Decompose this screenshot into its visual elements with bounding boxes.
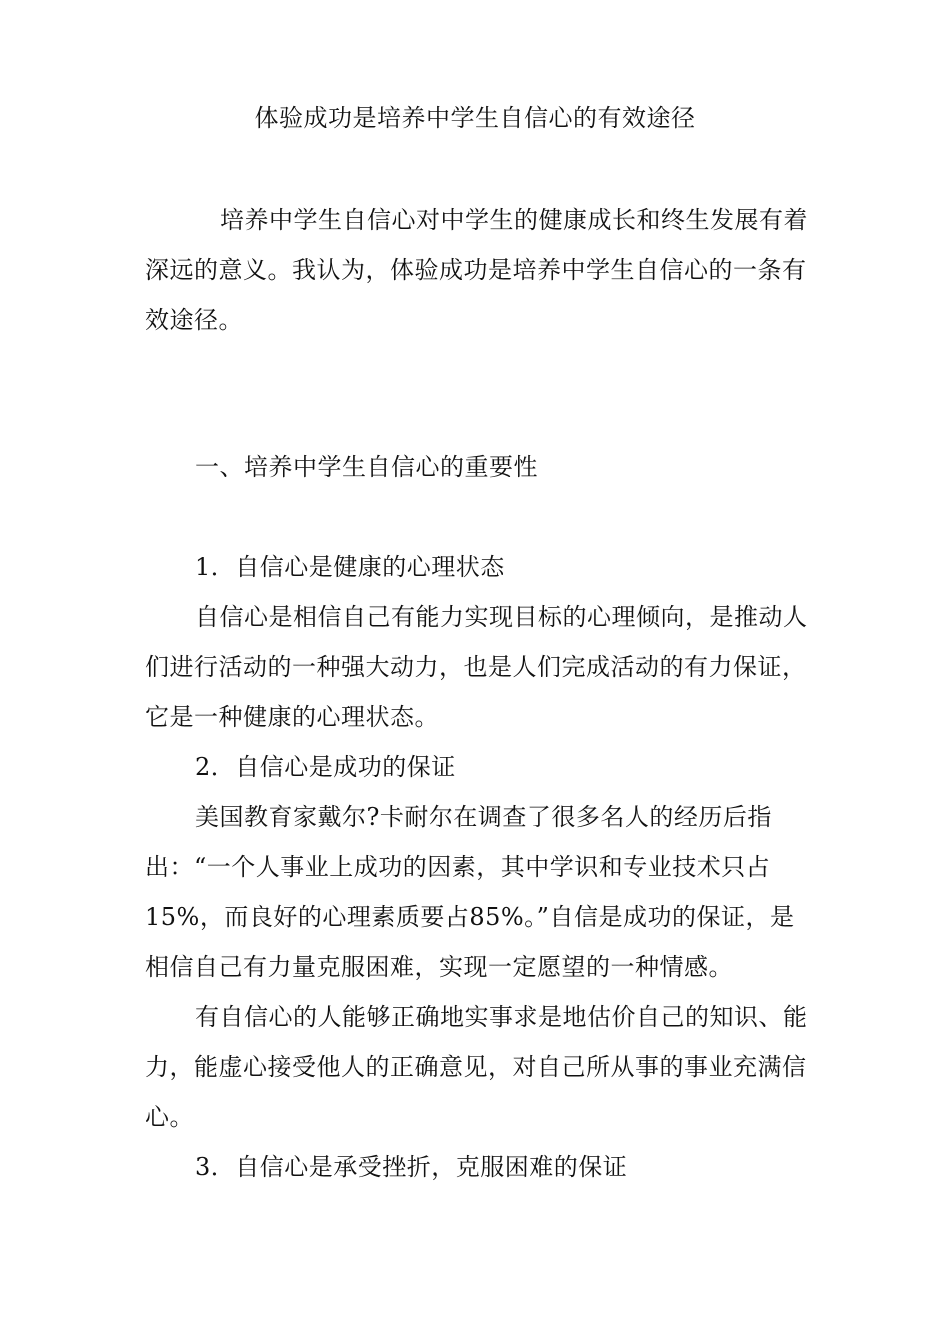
item-3-heading: 3．自信心是承受挫折，克服困难的保证 [195, 1153, 628, 1181]
item-2-body-2: 有自信心的人能够正确地实事求是地估价自己的知识、能力，能虚心接受他人的正确意见，对自己所从事的事业充满信心。 [145, 1003, 808, 1131]
intro-text: 培养中学生自信心对中学生的健康成长和终生发展有着深远的意义。我认为，体验成功是培养中学生自信心的一条有效途径。 [145, 206, 808, 334]
item-2-body-1: 美国教育家戴尔?卡耐尔在调查了很多名人的经历后指出：“一个人事业上成功的因素，其中学识和专业技术只占15%，而良好的心理素质要占85%。”自信是成功的保证，是相信自己有力量克服困难，实现一定愿望的一种情感。 [145, 803, 795, 981]
item-2-heading: 2．自信心是成功的保证 [195, 753, 456, 781]
item-1-body: 自信心是相信自己有能力实现目标的心理倾向，是推动人们进行活动的一种强大动力，也是人们完成活动的有力保证，它是一种健康的心理状态。 [145, 603, 808, 731]
section-1-heading-text: 一、培养中学生自信心的重要性 [195, 453, 538, 481]
intro-paragraph [145, 195, 810, 345]
section-1-heading [145, 442, 810, 492]
item-1-heading: 1．自信心是健康的心理状态 [195, 553, 505, 581]
section-1-body [145, 542, 810, 1192]
document-title: 体验成功是培养中学生自信心的有效途径 [254, 104, 696, 132]
